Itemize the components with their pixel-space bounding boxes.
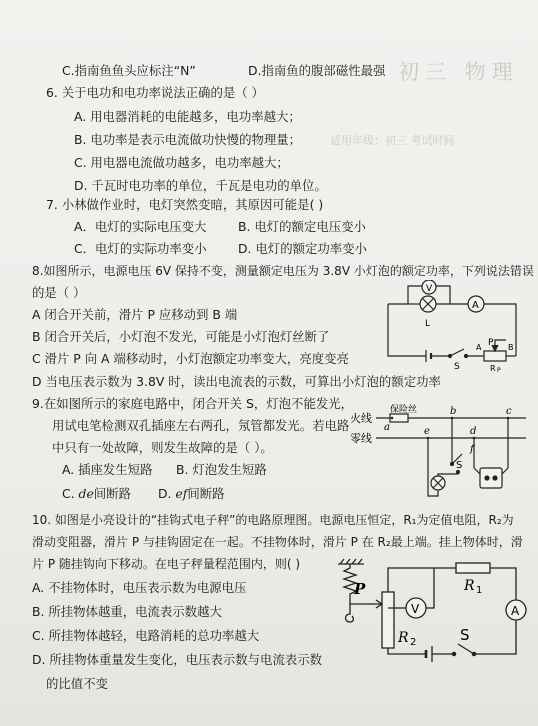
q9-live-wire-label: 火线 [350,412,372,425]
q9-stem-2: 用试电笔检测双孔插座左右两孔，氖管都发光。若电路 [52,418,350,433]
q9-option-b: B. 灯泡发生短路 [176,462,267,477]
q6-option-b: B. 电功率是表示电流做功快慢的物理量； [74,132,302,147]
q10-ammeter-symbol: A [511,604,520,618]
q10-option-d-line1: D. 所挂物体重量发生变化，电压表示数与电流表示数 [32,652,323,667]
q5-option-c: C.指南鱼鱼头应标注“N” [62,63,196,78]
q10-voltmeter-symbol: V [411,602,420,616]
q9-point-e: e [424,426,430,437]
q9-household-circuit-diagram [350,404,532,504]
q8-option-d: D 当电压表示数为 3.8V 时，读出电流表的示数，可算出小灯泡的额定功率 [32,374,441,389]
q8-circuit-diagram [378,280,528,372]
q6-option-d: D. 千瓦时电功率的单位，千瓦是电功的单位。 [74,178,327,193]
q9-point-f: f [470,444,474,455]
q7-option-c: C．电灯的实际功率变小 [74,241,207,256]
q8-option-b: B 闭合开关后，小灯泡不发光，可能是小灯泡灯丝断了 [32,329,330,344]
q8-voltmeter-symbol: V [426,284,433,294]
q8-end-b-label: B [508,343,514,352]
q9-fuse-label: 保险丝 [390,405,418,415]
bleed-title: 初三 物理 [398,60,519,84]
q9-option-d: D. ef间断路 [158,486,225,501]
q7-option-d: D. 电灯的额定功率变小 [238,241,367,256]
q8-option-a: A 闭合开关前，滑片 P 应移动到 B 端 [32,307,238,322]
q8-option-c: C 滑片 P 向 A 端移动时，小灯泡额定功率变大，亮度变亮 [32,351,349,366]
q9-stem-1: 9.在如图所示的家庭电路中，闭合开关 S，灯泡不能发光， [32,396,354,411]
q8-rheostat-sub: P [497,367,501,372]
q9-option-c: C. de间断路 [62,486,131,501]
q9-switch-label: S [456,460,463,471]
q7-stem: 7. 小林做作业时，电灯突然变暗，其原因可能是( ) [46,197,324,212]
q7-option-b: B. 电灯的额定电压变小 [238,219,366,234]
q9-point-a: a [384,422,390,433]
q6-option-a: A. 用电器消耗的电能越多，电功率越大； [74,109,301,124]
q10-slider-p-label: P [354,580,366,598]
q8-rheostat-label: R [490,364,496,372]
q10-scale-circuit-diagram [336,558,532,670]
q10-r1-sub: 1 [476,585,483,596]
bleed-line: 适用年级：初三 考试时间 [330,134,455,147]
q10-stem-2: 滑动变阻器，滑片 P 与挂钩固定在一起。不挂物体时，滑片 P 在 R₂最上端。挂上物体时，滑 [32,535,523,549]
q10-option-a: A. 不挂物体时，电压表示数为电源电压 [32,580,247,595]
q8-ammeter-symbol: A [472,300,479,311]
q10-r2-sub: 2 [410,637,417,648]
q10-option-b: B. 所挂物体越重，电流表示数越大 [32,604,222,619]
q8-lamp-label: L [425,319,431,329]
q10-stem-3: 片 P 随挂钩向下移动。在电子秤量程范围内，则( ) [32,557,301,571]
q9-option-a: A. 插座发生短路 [62,462,153,477]
q8-end-a-label: A [476,343,482,352]
q10-r2-label: R [398,630,409,646]
q6-option-c: C. 用电器电流做功越多，电功率越大； [74,155,289,170]
q9-point-c: c [506,406,512,417]
q9-point-d: d [470,426,477,437]
q9-point-b: b [450,406,457,417]
q8-stem-2: 的是（ ） [32,285,86,300]
q6-stem: 6. 关于电功和电功率说法正确的是（ ） [46,85,264,100]
q9-stem-3: 中只有一处故障，则发生故障的是（ ）。 [52,440,273,455]
q10-option-c: C. 所挂物体越轻，电路消耗的总功率越大 [32,628,260,643]
q10-option-d-line2: 的比值不变 [46,676,108,691]
q10-stem-1: 10. 如图是小亮设计的“挂钩式电子秤”的电路原理图。电源电压恒定，R₁为定值电阻，R₂为 [32,513,514,527]
q5-option-d: D.指南鱼的腹部磁性最强 [248,63,386,78]
q8-slider-label: P [488,338,494,348]
q9-neutral-wire-label: 零线 [350,432,372,445]
q8-stem-1: 8.如图所示，电源电压 6V 保持不变，测量额定电压为 3.8V 小灯泡的额定功率，下列说法错误 [32,264,534,278]
q7-option-a: A．电灯的实际电压变大 [74,219,207,234]
q10-switch-label: S [460,626,470,644]
q8-switch-label: S [454,362,460,372]
q10-r1-label: R [464,578,475,594]
